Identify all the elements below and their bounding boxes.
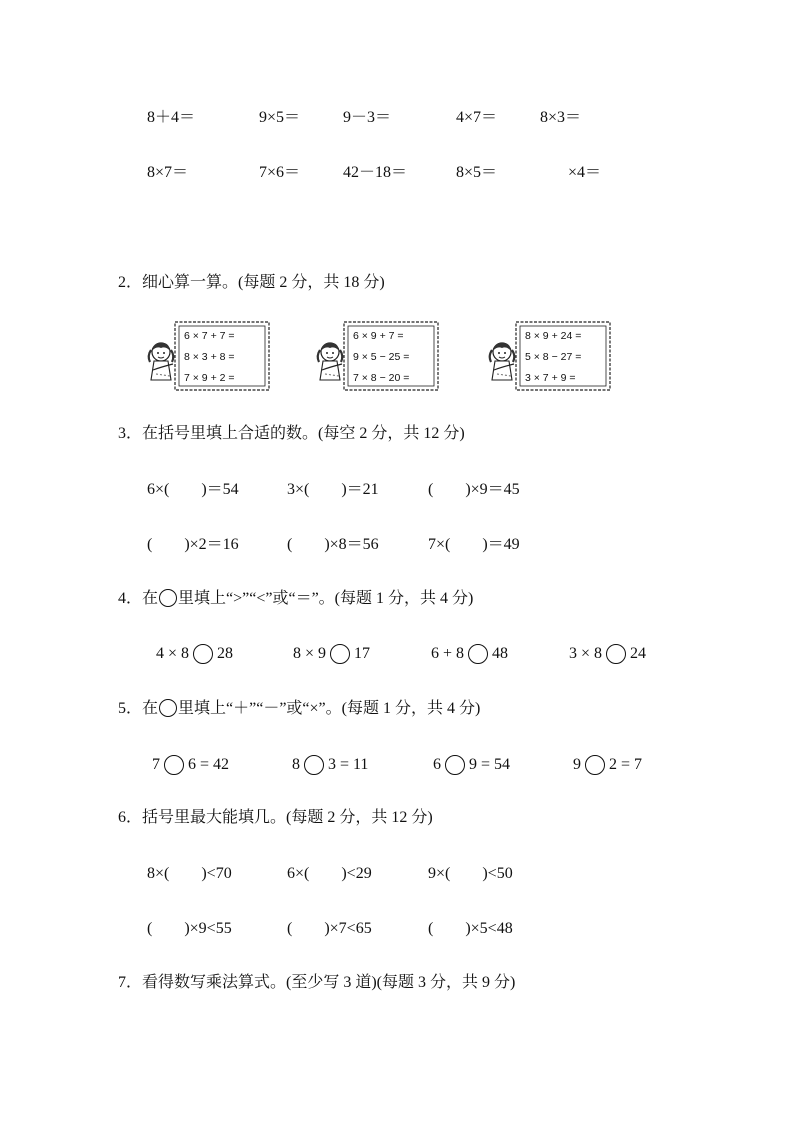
answer-circle[interactable] (193, 644, 213, 664)
card-line: 7 × 8 − 20 = (353, 372, 410, 384)
q6-item: 8×( )<70 (147, 865, 232, 882)
q4-left: 6 + 8 (431, 645, 465, 662)
q5-title-post: 里填上“＋”“－”或“×”。(每题 1 分，共 4 分) (178, 700, 481, 717)
q5-left: 9 (573, 756, 581, 773)
card-line: 6 × 7 + 7 = (184, 330, 235, 342)
q3-item: 6×( )＝54 (147, 481, 239, 498)
q4-left: 3 × 8 (569, 645, 603, 662)
q1-item: 8＋4＝ (147, 109, 196, 126)
q5-right: 9 = 54 (469, 756, 511, 773)
q7-title: 7．看得数写乘法算式。(至少写 3 道)(每题 3 分，共 9 分) (118, 974, 516, 991)
q5-left: 6 (433, 756, 441, 773)
q1-item: 4×7＝ (456, 109, 498, 126)
q4-title-post: 里填上“>”“<”或“＝”。(每题 1 分，共 4 分) (178, 590, 474, 607)
card-line: 3 × 7 + 9 = (525, 372, 576, 384)
q6-item: 6×( )<29 (287, 865, 372, 882)
answer-circle[interactable] (585, 755, 605, 775)
card-line: 8 × 3 + 8 = (184, 351, 235, 363)
q3-item: 3×( )＝21 (287, 481, 379, 498)
q3-item: ( )×2＝16 (147, 536, 239, 553)
q5-left: 8 (292, 756, 300, 773)
q5-item (573, 755, 642, 775)
q5-right: 6 = 42 (188, 756, 230, 773)
q6-item: ( )×5<48 (428, 920, 513, 937)
q6-item: ( )×9<55 (147, 920, 232, 937)
card-line: 5 × 8 − 27 = (525, 351, 582, 363)
q5-item (152, 755, 229, 775)
card-line: 9 × 5 − 25 = (353, 351, 410, 363)
q5-title-pre: 5．在 (118, 700, 159, 717)
q4-item (156, 644, 233, 664)
circle-icon (159, 589, 177, 607)
calc-card (514, 320, 612, 390)
q1-item: 8×7＝ (147, 164, 189, 181)
q4-right: 48 (492, 645, 509, 662)
answer-circle[interactable] (445, 755, 465, 775)
card-line: 8 × 9 + 24 = (525, 330, 582, 342)
calc-card (342, 320, 440, 390)
q6-item: ( )×7<65 (287, 920, 372, 937)
q4-right: 24 (630, 645, 647, 662)
q5-item (433, 755, 510, 775)
q5-right: 2 = 7 (609, 756, 643, 773)
answer-circle[interactable] (304, 755, 324, 775)
q4-title (118, 589, 473, 609)
q1-item: 8×5＝ (456, 164, 498, 181)
q3-item: ( )×9＝45 (428, 481, 520, 498)
q4-item (431, 644, 508, 664)
circle-icon (159, 699, 177, 717)
q4-left: 4 × 8 (156, 645, 190, 662)
q3-item: ( )×8＝56 (287, 536, 379, 553)
q5-right: 3 = 11 (328, 756, 369, 773)
q2-title: 2．细心算一算。(每题 2 分，共 18 分) (118, 274, 385, 291)
q4-left: 8 × 9 (293, 645, 327, 662)
calc-card (173, 320, 271, 390)
q1-item: 42－18＝ (343, 164, 408, 181)
card-line: 7 × 9 + 2 = (184, 372, 235, 384)
answer-circle[interactable] (606, 644, 626, 664)
q6-item: 9×( )<50 (428, 865, 513, 882)
q4-title-pre: 4．在 (118, 590, 159, 607)
answer-circle[interactable] (164, 755, 184, 775)
q6-title: 6．括号里最大能填几。(每题 2 分，共 12 分) (118, 809, 433, 826)
q1-item: 8×3＝ (540, 109, 582, 126)
q1-item: 9－3＝ (343, 109, 392, 126)
q4-right: 17 (354, 645, 371, 662)
q3-item: 7×( )＝49 (428, 536, 520, 553)
card-line: 6 × 9 + 7 = (353, 330, 404, 342)
q3-title: 3．在括号里填上合适的数。(每空 2 分，共 12 分) (118, 425, 465, 442)
q4-right: 28 (217, 645, 234, 662)
q5-title (118, 699, 480, 719)
q4-item (569, 644, 646, 664)
q1-item: 9×5＝ (259, 109, 301, 126)
q1-item: ×4＝ (568, 164, 602, 181)
q5-item (292, 755, 368, 775)
q5-left: 7 (152, 756, 160, 773)
answer-circle[interactable] (468, 644, 488, 664)
q1-item: 7×6＝ (259, 164, 301, 181)
q4-item (293, 644, 370, 664)
answer-circle[interactable] (330, 644, 350, 664)
